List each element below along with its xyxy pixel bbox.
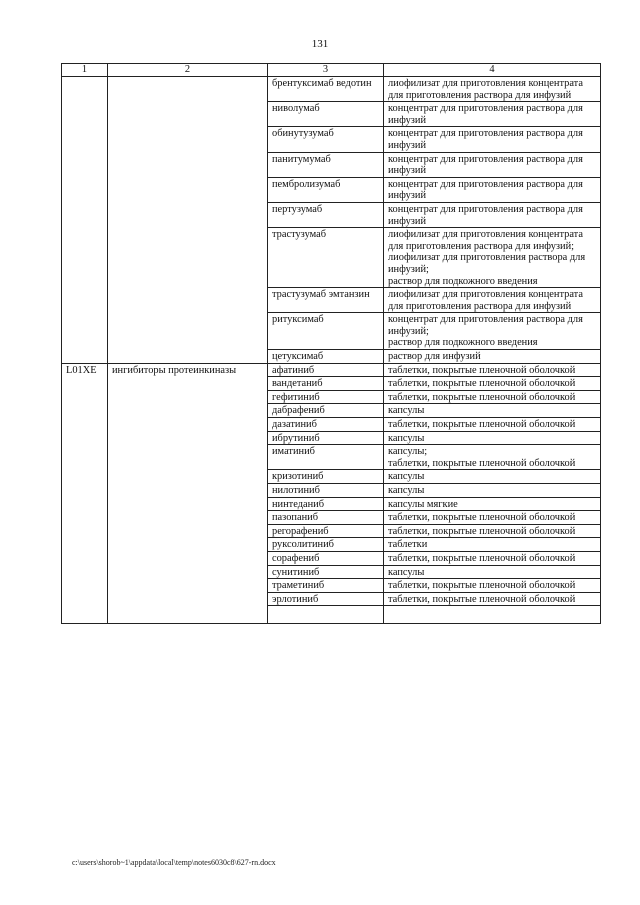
empty-cell [384, 606, 601, 624]
drug-name-cell: трастузумаб [268, 228, 384, 288]
drug-name-cell: гефитиниб [268, 390, 384, 404]
dosage-form-line: таблетки, покрытые пленочной оболочкой [388, 364, 576, 376]
drug-name-cell: брентуксимаб ведотин [268, 77, 384, 102]
dosage-form-line: концентрат для приготовления раствора для инфузий; [388, 314, 583, 337]
dosage-form-cell [384, 511, 601, 525]
dosage-form-line: таблетки, покрытые пленочной оболочкой [388, 512, 576, 524]
drug-name-cell: трастузумаб эмтанзин [268, 288, 384, 313]
table-row [62, 363, 601, 377]
drug-name-cell: нинтеданиб [268, 497, 384, 511]
dosage-form-line: капсулы [388, 566, 425, 578]
drug-name-cell: цетуксимаб [268, 350, 384, 364]
dosage-form-line: таблетки, покрытые пленочной оболочкой [388, 580, 576, 592]
dosage-form-cell [384, 470, 601, 484]
dosage-form-line: лиофилизат для приготовления концентрата для приготовления раствора для инфузий; [388, 229, 583, 252]
dosage-form-cell [384, 551, 601, 565]
dosage-form-cell [384, 127, 601, 152]
drug-name-cell: вандетаниб [268, 377, 384, 391]
dosage-form-line: лиофилизат для приготовления концентрата для приготовления раствора для инфузий [388, 289, 583, 312]
drug-name-cell: пембролизумаб [268, 177, 384, 202]
dosage-form-line: таблетки, покрытые пленочной оболочкой [388, 525, 576, 537]
dosage-form-cell [384, 177, 601, 202]
column-header-2: 2 [108, 64, 268, 77]
table-row [62, 77, 601, 102]
dosage-form-cell [384, 390, 601, 404]
dosage-form-line: раствор для подкожного введения [388, 337, 538, 349]
dosage-form-cell [384, 228, 601, 288]
dosage-form-cell [384, 538, 601, 552]
dosage-form-line: таблетки, покрытые пленочной оболочкой [388, 552, 576, 564]
dosage-form-line: таблетки, покрытые пленочной оболочкой [388, 457, 576, 469]
drug-name-cell: траметиниб [268, 579, 384, 593]
footer-file-path: c:\users\shorob~1\appdata\local\temp\notes6030c8\627-rn.docx [72, 858, 276, 867]
dosage-form-line: таблетки, покрытые пленочной оболочкой [388, 378, 576, 390]
dosage-form-cell [384, 579, 601, 593]
drug-name-cell: дазатиниб [268, 418, 384, 432]
dosage-form-line: капсулы [388, 485, 425, 496]
drug-name-cell: дабрафениб [268, 404, 384, 418]
group-name-cell: ингибиторы протеинкиназы [108, 363, 268, 624]
drug-name-cell: афатиниб [268, 363, 384, 377]
dosage-form-line: концентрат для приготовления раствора для инфузий [388, 103, 583, 126]
drug-name-cell: обинутузумаб [268, 127, 384, 152]
dosage-form-line: раствор для подкожного введения [388, 275, 538, 287]
dosage-form-cell [384, 152, 601, 177]
dosage-form-cell [384, 288, 601, 313]
column-header-1: 1 [62, 64, 108, 77]
dosage-form-line: таблетки, покрытые пленочной оболочкой [388, 391, 576, 403]
dosage-form-line: капсулы [388, 432, 425, 444]
drug-name-cell: пертузумаб [268, 202, 384, 227]
dosage-form-cell [384, 77, 601, 102]
dosage-form-line: таблетки, покрытые пленочной оболочкой [388, 593, 576, 605]
dosage-form-line: капсулы [388, 471, 425, 483]
drug-name-cell: ритуксимаб [268, 313, 384, 350]
drug-name-cell: пазопаниб [268, 511, 384, 525]
atc-code-cell [62, 77, 108, 364]
dosage-form-cell [384, 377, 601, 391]
dosage-form-cell [384, 313, 601, 350]
dosage-form-cell [384, 524, 601, 538]
dosage-form-cell [384, 565, 601, 579]
dosage-form-cell [384, 418, 601, 432]
dosage-form-line: таблетки, покрытые пленочной оболочкой [388, 419, 576, 431]
dosage-form-line: концентрат для приготовления раствора для инфузий [388, 153, 583, 177]
dosage-form-line: капсулы [388, 405, 425, 417]
drug-name-cell: панитумумаб [268, 152, 384, 177]
drug-name-cell: иматиниб [268, 445, 384, 470]
dosage-form-cell [384, 102, 601, 127]
column-header-4: 4 [384, 64, 601, 77]
empty-cell [268, 606, 384, 624]
atc-code-cell: L01XE [62, 363, 108, 624]
dosage-form-cell [384, 363, 601, 377]
dosage-form-line: лиофилизат для приготовления концентрата для приготовления раствора для инфузий [388, 78, 583, 101]
dosage-form-cell [384, 445, 601, 470]
dosage-form-cell [384, 592, 601, 606]
dosage-form-line: концентрат для приготовления раствора для инфузий [388, 203, 583, 227]
drug-name-cell: ибрутиниб [268, 431, 384, 445]
drug-name-cell: кризотиниб [268, 470, 384, 484]
dosage-form-cell [384, 484, 601, 498]
dosage-form-line: раствор для инфузий [388, 351, 481, 363]
dosage-form-line: таблетки [388, 539, 428, 551]
drug-name-cell: нилотиниб [268, 484, 384, 498]
dosage-form-cell [384, 350, 601, 364]
dosage-form-line: лиофилизат для приготовления раствора для инфузий; [388, 252, 586, 275]
drug-name-cell: ниволумаб [268, 102, 384, 127]
dosage-form-line: капсулы; [388, 446, 428, 458]
drug-table [61, 63, 601, 624]
dosage-form-cell [384, 497, 601, 511]
dosage-form-cell [384, 202, 601, 227]
dosage-form-line: капсулы мягкие [388, 498, 458, 510]
dosage-form-line: концентрат для приготовления раствора для инфузий [388, 128, 583, 151]
header-row [62, 64, 601, 77]
table-body [62, 77, 601, 624]
column-header-3: 3 [268, 64, 384, 77]
page-number: 131 [311, 38, 329, 50]
dosage-form-cell [384, 404, 601, 418]
dosage-form-line: концентрат для приготовления раствора для инфузий [388, 178, 583, 202]
drug-name-cell: руксолитиниб [268, 538, 384, 552]
drug-name-cell: регорафениб [268, 524, 384, 538]
drug-name-cell: сунитиниб [268, 565, 384, 579]
dosage-form-cell [384, 431, 601, 445]
drug-name-cell: сорафениб [268, 551, 384, 565]
group-name-cell [108, 77, 268, 364]
drug-name-cell: эрлотиниб [268, 592, 384, 606]
